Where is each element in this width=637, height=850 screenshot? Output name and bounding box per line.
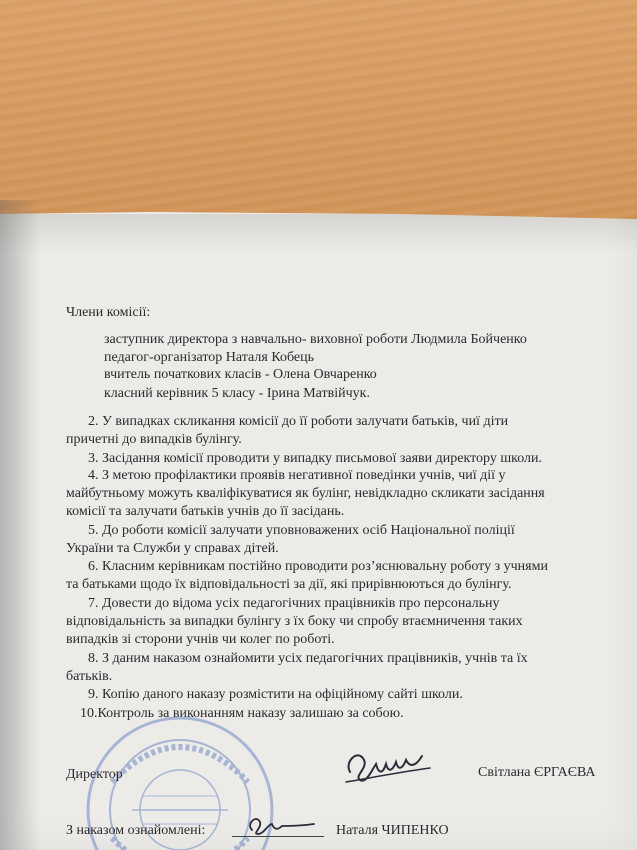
item-number: 5. (88, 523, 99, 538)
wooden-desk-background (0, 0, 637, 230)
members-title: Члени комісії: (66, 305, 151, 320)
item-number: 2. (88, 414, 99, 429)
item-number: 7. (88, 596, 99, 611)
item-number: 3. (88, 451, 99, 466)
item-line: Засідання комісії проводити у випадку письмової заяви директору школи. (102, 451, 543, 466)
item-line: Контроль за виконанням наказу залишаю за собою. (97, 706, 404, 721)
acquaintance-signature-icon (244, 812, 318, 838)
member-organizer: педагог-організатор Наталя Кобець (104, 350, 314, 365)
acquaintance-label: З наказом ознайомлені: (66, 823, 206, 838)
item-line: У випадках скликання комісії до її роботи залучати батьків, чиї діти (102, 414, 509, 429)
acquaintance-name: Наталя ЧИПЕНКО (336, 823, 449, 838)
item-number: 4. (88, 468, 99, 483)
item-line: України та Служби у справах дітей. (66, 541, 279, 556)
item-line: випадків зі сторони учнів чи колег по роботі. (66, 632, 335, 647)
item-line: та батьками щодо їх відповідальності за дії, які прирівнюються до булінгу. (66, 577, 512, 592)
order-item-2 (66, 413, 606, 449)
item-line: причетні до випадків булінгу. (66, 432, 242, 447)
item-line: Копію даного наказу розмістити на офіційному сайті школи. (102, 687, 463, 702)
item-line: До роботи комісії залучати уповноважених осіб Національної поліції (102, 523, 515, 538)
order-item-3 (66, 450, 606, 468)
item-line: відповідальність за випадки булінгу з їх боку чи спробу втаємничення таких (66, 614, 523, 629)
item-line: Класним керівникам постійно проводити роз’яснювальну роботу з учнями (102, 559, 548, 574)
page-edge-shadow (0, 200, 40, 850)
member-class-teacher: класний керівник 5 класу - Ірина Матвійчук. (104, 386, 370, 401)
item-line: З метою профілактики проявів негативної поведінки учнів, чиї дії у (102, 468, 506, 483)
item-number: 8. (88, 651, 99, 666)
item-number: 10. (80, 706, 98, 721)
item-line: комісії та залучати батьків учнів до її засідань. (66, 504, 345, 519)
order-item-7 (66, 595, 606, 649)
order-item-6 (66, 558, 606, 594)
page-top-shadow (0, 214, 637, 254)
member-deputy-director: заступник директора з навчально- виховної роботи Людмила Бойченко (104, 332, 527, 347)
director-name: Світлана ЄРГАЄВА (478, 765, 596, 780)
item-line: Довести до відома усіх педагогічних працівників про персональну (102, 596, 500, 611)
order-item-4 (66, 467, 606, 521)
member-primary-teacher: вчитель початкових класів - Олена Овчаренко (104, 367, 377, 382)
director-label: Директор (66, 767, 123, 782)
order-item-5 (66, 522, 606, 558)
item-line: З даним наказом ознайомити усіх педагогічних працівників, учнів та їх (102, 651, 528, 666)
item-line: батьків. (66, 669, 113, 684)
order-item-8 (66, 650, 606, 686)
director-signature-icon (340, 742, 436, 790)
item-number: 9. (88, 687, 99, 702)
item-line: майбутньому можуть кваліфікуватися як булінг, невідкладно скликати засідання (66, 486, 545, 501)
item-number: 6. (88, 559, 99, 574)
order-item-9 (66, 686, 606, 704)
